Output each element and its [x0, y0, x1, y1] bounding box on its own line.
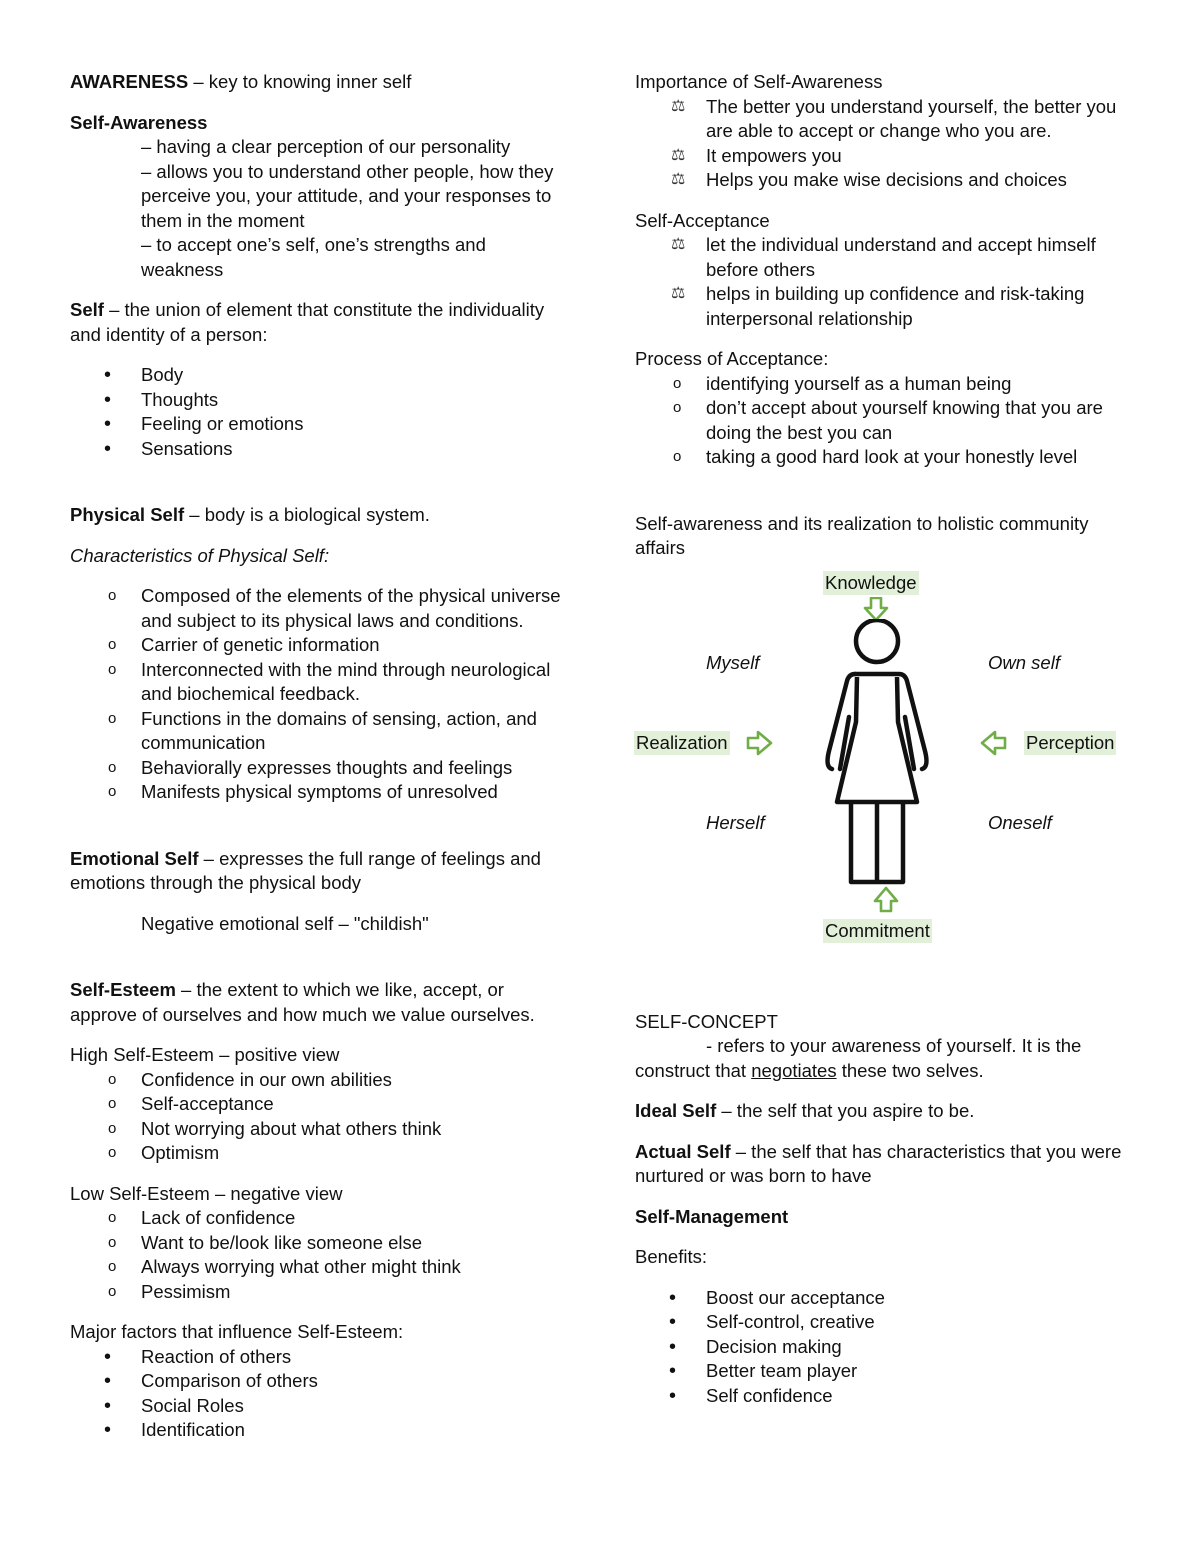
self-awareness-heading: Self-Awareness	[70, 111, 208, 133]
diagram-caption: Self-awareness and its realization to holistic community affairs	[635, 512, 1089, 558]
list-item: o Optimism	[70, 1141, 570, 1166]
list-item: • Comparison of others	[70, 1369, 570, 1394]
list-item: • Sensations	[70, 437, 570, 462]
list-item: • Decision making	[635, 1335, 1135, 1360]
list-item: o Not worrying about what others think	[70, 1117, 570, 1142]
list-item: o don’t accept about yourself knowing that you are doing the best you can	[635, 396, 1135, 445]
knowledge-label: Knowledge	[823, 571, 919, 596]
emotional-self-definition: Emotional Self – expresses the full range of feelings and emotions through the physical body	[70, 847, 541, 893]
list-item: • Identification	[70, 1418, 570, 1443]
awareness-definition: AWARENESS – key to knowing inner self	[70, 71, 412, 92]
list-item: o Manifests physical symptoms of unresolved	[70, 780, 570, 805]
list-item: ⚖ The better you understand yourself, the better you are able to accept or change who you are.	[635, 95, 1135, 144]
importance-list	[635, 95, 1135, 193]
self-definition: Self – the union of element that constitute the individuality and identity of a person:	[70, 299, 545, 345]
perception-label: Perception	[1024, 731, 1116, 756]
arrow-up-icon	[872, 885, 900, 913]
right-column	[635, 70, 1135, 1424]
list-item: o taking a good hard look at your honestly level	[635, 445, 1135, 470]
low-self-esteem-heading: Low Self-Esteem – negative view	[70, 1182, 343, 1204]
list-item: ⚖ Helps you make wise decisions and choices	[635, 168, 1135, 193]
factors-list	[70, 1345, 570, 1443]
list-item: ⚖ helps in building up confidence and risk-taking interpersonal relationship	[635, 282, 1135, 331]
process-list	[635, 372, 1135, 470]
oneself-label: Oneself	[988, 811, 1052, 833]
realization-label: Realization	[634, 731, 730, 756]
benefits-list	[635, 1286, 1135, 1409]
arrow-right-icon	[746, 729, 774, 757]
factors-heading: Major factors that influence Self-Esteem:	[70, 1321, 404, 1342]
ideal-self-definition: Ideal Self – the self that you aspire to be.	[635, 1100, 975, 1121]
self-acceptance-heading: Self-Acceptance	[635, 209, 770, 231]
list-item: • Thoughts	[70, 388, 570, 413]
herself-label: Herself	[706, 811, 765, 833]
low-self-esteem-list	[70, 1206, 570, 1304]
list-item: • Self confidence	[635, 1384, 1135, 1409]
self-concept-heading: SELF-CONCEPT	[635, 1010, 778, 1032]
list-item: o Functions in the domains of sensing, action, and communication	[70, 707, 570, 756]
physical-characteristics-list	[70, 584, 570, 805]
left-column	[70, 70, 570, 1459]
commitment-label: Commitment	[823, 919, 932, 944]
list-item: ⚖ let the individual understand and accept himself before others	[635, 233, 1135, 282]
list-item: • Reaction of others	[70, 1345, 570, 1370]
person-icon	[817, 619, 937, 897]
high-self-esteem-heading: High Self-Esteem – positive view	[70, 1044, 340, 1065]
definition-line: – to accept one’s self, one’s strengths and weakness	[141, 234, 486, 280]
list-item: o Pessimism	[70, 1280, 570, 1305]
myself-label: Myself	[706, 651, 760, 673]
list-item: • Body	[70, 363, 570, 388]
list-item: o Always worrying what other might think	[70, 1255, 570, 1280]
physical-characteristics-heading: Characteristics of Physical Self:	[70, 544, 330, 566]
negative-emotional-self: Negative emotional self – "childish"	[141, 912, 429, 934]
list-item: • Feeling or emotions	[70, 412, 570, 437]
list-item: • Better team player	[635, 1359, 1135, 1384]
actual-self-definition: Actual Self – the self that has characteristics that you were nurtured or was born to have	[635, 1140, 1122, 1186]
definition-line: – allows you to understand other people, how they perceive you, your attitude, and your responses to them in the moment	[141, 160, 554, 231]
physical-self-definition: Physical Self – body is a biological system.	[70, 504, 430, 525]
list-item: o identifying yourself as a human being	[635, 372, 1135, 397]
self-awareness-diagram	[635, 561, 1135, 956]
arrow-left-icon	[979, 729, 1007, 757]
list-item: o Behaviorally expresses thoughts and feelings	[70, 756, 570, 781]
list-item: o Composed of the elements of the physical universe and subject to its physical laws and conditions.	[70, 584, 570, 633]
self-elements-list	[70, 363, 570, 461]
list-item: ⚖ It empowers you	[635, 144, 1135, 169]
list-item: • Boost our acceptance	[635, 1286, 1135, 1311]
process-heading: Process of Acceptance:	[635, 348, 829, 369]
list-item: o Interconnected with the mind through neurological and biochemical feedback.	[70, 658, 570, 707]
self-management-heading: Self-Management	[635, 1205, 789, 1227]
high-self-esteem-list	[70, 1068, 570, 1166]
list-item: • Self-control, creative	[635, 1310, 1135, 1335]
list-item: o Carrier of genetic information	[70, 633, 570, 658]
list-item: o Lack of confidence	[70, 1206, 570, 1231]
self-concept-definition: - refers to your awareness of yourself. It is the construct that negotiates these two selves.	[635, 1035, 1082, 1081]
definition-line: – having a clear perception of our personality	[141, 136, 511, 157]
own-self-label: Own self	[988, 651, 1060, 673]
list-item: o Self-acceptance	[70, 1092, 570, 1117]
self-awareness-definitions	[141, 135, 570, 282]
self-acceptance-list	[635, 233, 1135, 331]
list-item: o Confidence in our own abilities	[70, 1068, 570, 1093]
list-item: o Want to be/look like someone else	[70, 1231, 570, 1256]
list-item: • Social Roles	[70, 1394, 570, 1419]
benefits-heading: Benefits:	[635, 1246, 707, 1267]
self-esteem-definition: Self-Esteem – the extent to which we like, accept, or approve of ourselves and how much we value ourselves.	[70, 979, 535, 1025]
importance-heading: Importance of Self-Awareness	[635, 71, 883, 92]
